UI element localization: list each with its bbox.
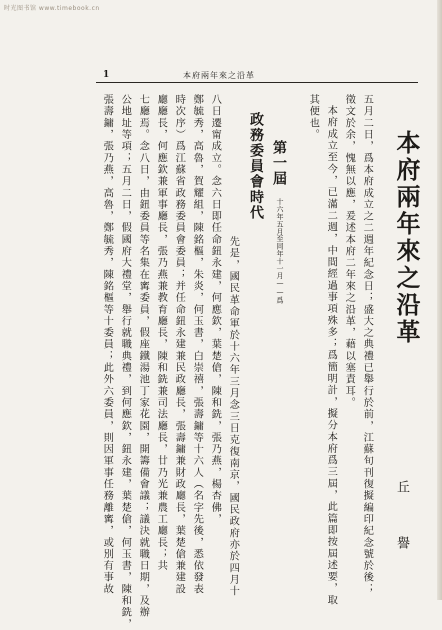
running-head: 本府兩年來之沿革 [183,71,255,80]
body-column-2: 八日遷甯成立。念六日即任命鈕永建，何應欽，葉楚傖，陳和銑，張乃燕，楊杏佛， [209,94,222,526]
watermark-text: 时光图书馆 www.timebook.cn [4,5,100,12]
body-column-8: 張壽鏞，張乃燕，高魯，鄭毓秀，陳銘樞等十委員；此外六委員，則因軍事任務離寗，或別有事故 [101,94,114,595]
section-heading: 政務委員會時代 [248,112,264,221]
body-column-4: 時次序）爲江蘇省政務委員會委員；并任命鈕永建兼民政廳長，張壽鏞兼財政廳長，葉楚傖兼建設 [173,94,186,595]
body-column-7: 公地址等項；五月二日，假國府大禮堂，舉行就職典禮，到何應欽，鈕永建，葉楚傖，何玉書，陳和銑， [119,94,132,630]
intro-column-2: 徵文於余，愧無以應，爰述本府二年來之沿革，藉以塞責耳。 [343,94,356,409]
article-title: 本府兩年來之沿革 [392,130,421,346]
intro-column-4: 其便也。 [307,94,320,141]
section-subtitle: 十六年五月至同年十一月——爲 [276,198,284,304]
body-column-6: 七廳焉。念八日，由鈕委員等名集在寗委員，假座鐵湯池丁家花園，開籌備會議；議決就職日期，及辦 [137,94,150,619]
author-name: 丘 譽 [394,480,409,563]
body-column-5: 廳廳長，何應欽兼軍事廳長，張乃燕兼教育廳長，陳和銑兼司法廳長，廿乃光兼農工廳長；共 [155,94,168,572]
page-edge-shadow [437,0,442,600]
body-column-3: 鄭毓秀，高魯，賀耀組，陳銘樞，朱炎，何玉書，白崇禧，張壽鏞等十六人（名字先後，悉依發表 [191,94,204,595]
intro-column-3: 本府成立至今，已滿二週，中間經過事項殊多；爲簡明計，擬分本府爲三屆，此篇即按屆述要，取 [325,105,338,606]
page-number: 1 [103,70,110,80]
section-title: 第一屆 [271,140,287,187]
header-rule [96,82,418,83]
body-column-1: 先是，國民革命軍於十六年三月念三日克復南京，國民政府亦於四月十 [227,236,240,598]
intro-column-1: 五月二日，爲本府成立之二週年紀念日；盛大之典禮已舉行於前，江蘇旬刊復擬編印紀念號於後； [361,94,374,595]
